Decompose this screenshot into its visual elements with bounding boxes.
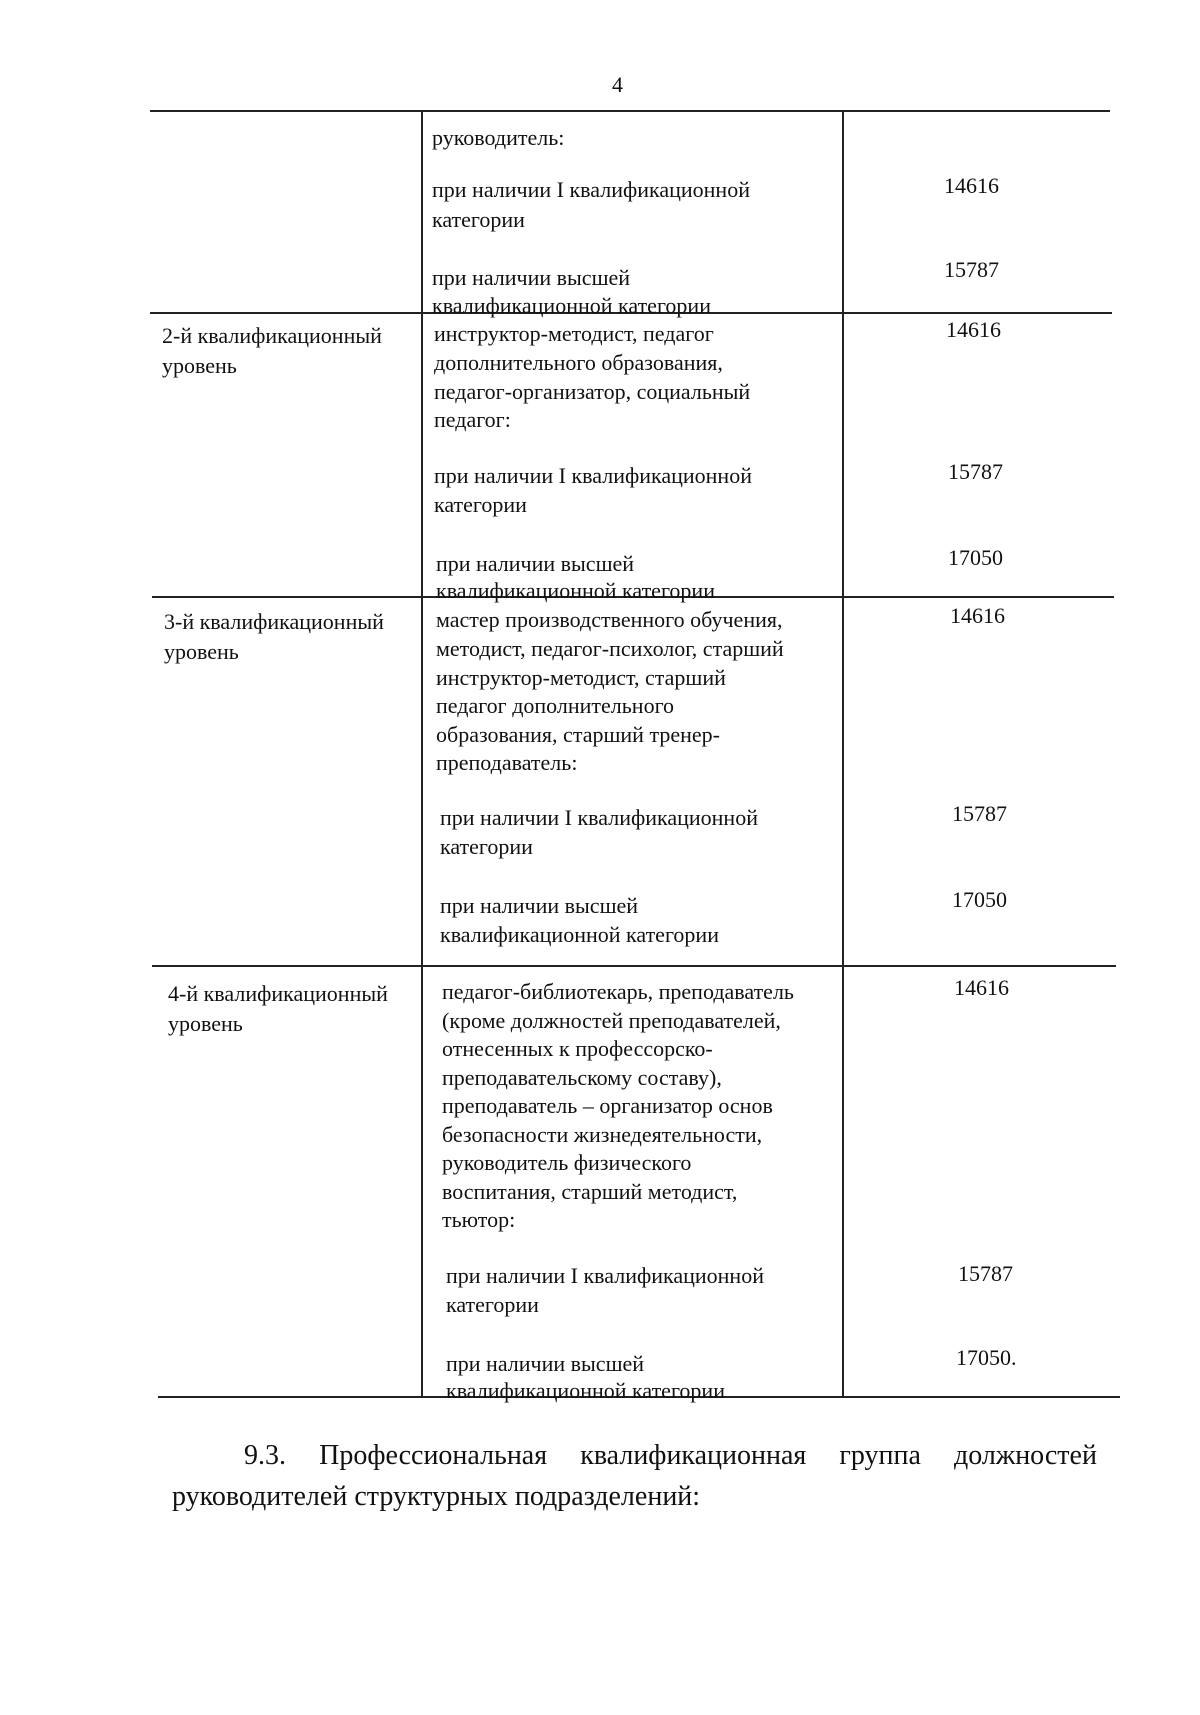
position-label: при наличии высшей	[446, 1351, 645, 1376]
salary-value: 15787	[948, 459, 1003, 484]
salary-value: 17050.	[956, 1345, 1017, 1370]
level-label: 2-й квалификационный	[162, 323, 382, 348]
position-label: педагог:	[434, 407, 511, 432]
paragraph-line: руководителей структурных подразделений:	[172, 1480, 701, 1512]
position-label: руководитель физического	[442, 1150, 692, 1175]
salary-value: 14616	[954, 975, 1009, 1000]
position-label: преподаватель – организатор основ	[442, 1093, 773, 1118]
position-label: при наличии I квалификационной	[434, 463, 752, 488]
position-label: методист, педагог-психолог, старший	[436, 636, 784, 661]
level-label: уровень	[162, 353, 237, 378]
level-label: 3-й квалификационный	[164, 609, 384, 634]
salary-value: 15787	[958, 1261, 1013, 1286]
position-label: квалификационной категории	[436, 578, 715, 603]
position-label: преподавательскому составу),	[442, 1065, 722, 1090]
paragraph-word: группа	[839, 1440, 921, 1471]
position-label: при наличии высшей	[432, 265, 631, 290]
salary-value: 17050	[948, 545, 1003, 570]
level-label: уровень	[164, 639, 239, 664]
salary-value: 15787	[944, 257, 999, 282]
position-label: отнесенных к профессорско-	[442, 1036, 713, 1061]
paragraph-word: квалификационная	[580, 1440, 807, 1471]
column-divider	[842, 110, 844, 1397]
position-label: педагог-организатор, социальный	[434, 379, 751, 404]
position-label: руководитель:	[432, 125, 565, 150]
position-label: категории	[440, 834, 533, 859]
column-divider	[421, 110, 423, 1397]
salary-value: 14616	[950, 603, 1005, 628]
position-label: при наличии высшей	[440, 893, 639, 918]
page-number: 4	[612, 72, 623, 97]
row-separator	[152, 965, 1116, 967]
position-label: квалификационной категории	[446, 1378, 725, 1403]
section-paragraph	[172, 1436, 1097, 1517]
paragraph-line	[172, 1436, 1097, 1477]
position-label: при наличии высшей	[436, 551, 635, 576]
position-label: воспитания, старший методист,	[442, 1179, 738, 1204]
position-label: педагог-библиотекарь, преподаватель	[442, 979, 794, 1004]
level-label: уровень	[168, 1011, 243, 1036]
table-top-border	[150, 110, 1110, 112]
position-label: преподаватель:	[436, 750, 578, 775]
salary-value: 14616	[944, 173, 999, 198]
position-label: (кроме должностей преподавателей,	[442, 1008, 781, 1033]
salary-value: 14616	[946, 317, 1001, 342]
position-label: категории	[434, 492, 527, 517]
position-label: педагог дополнительного	[436, 693, 675, 718]
salary-value: 17050	[952, 887, 1007, 912]
level-label: 4-й квалификационный	[168, 981, 388, 1006]
position-label: дополнительного образования,	[434, 350, 723, 375]
position-label: безопасности жизнедеятельности,	[442, 1122, 763, 1147]
position-label: инструктор-методист, педагог	[434, 321, 714, 346]
position-label: инструктор-методист, старший	[436, 665, 726, 690]
position-label: квалификационной категории	[440, 922, 719, 947]
position-label: категории	[446, 1292, 539, 1317]
position-label: квалификационной категории	[432, 293, 711, 318]
position-label: категории	[432, 207, 525, 232]
position-label: образования, старший тренер-	[436, 722, 720, 747]
salary-value: 15787	[952, 801, 1007, 826]
paragraph-word: Профессиональная	[319, 1440, 548, 1471]
position-label: тьютор:	[442, 1207, 516, 1232]
position-label: мастер производственного обучения,	[436, 607, 783, 632]
position-label: при наличии I квалификационной	[432, 177, 750, 202]
position-label: при наличии I квалификационной	[440, 805, 758, 830]
position-label: при наличии I квалификационной	[446, 1263, 764, 1288]
paragraph-word: должностей	[954, 1440, 1097, 1471]
section-number: 9.3.	[244, 1440, 286, 1471]
